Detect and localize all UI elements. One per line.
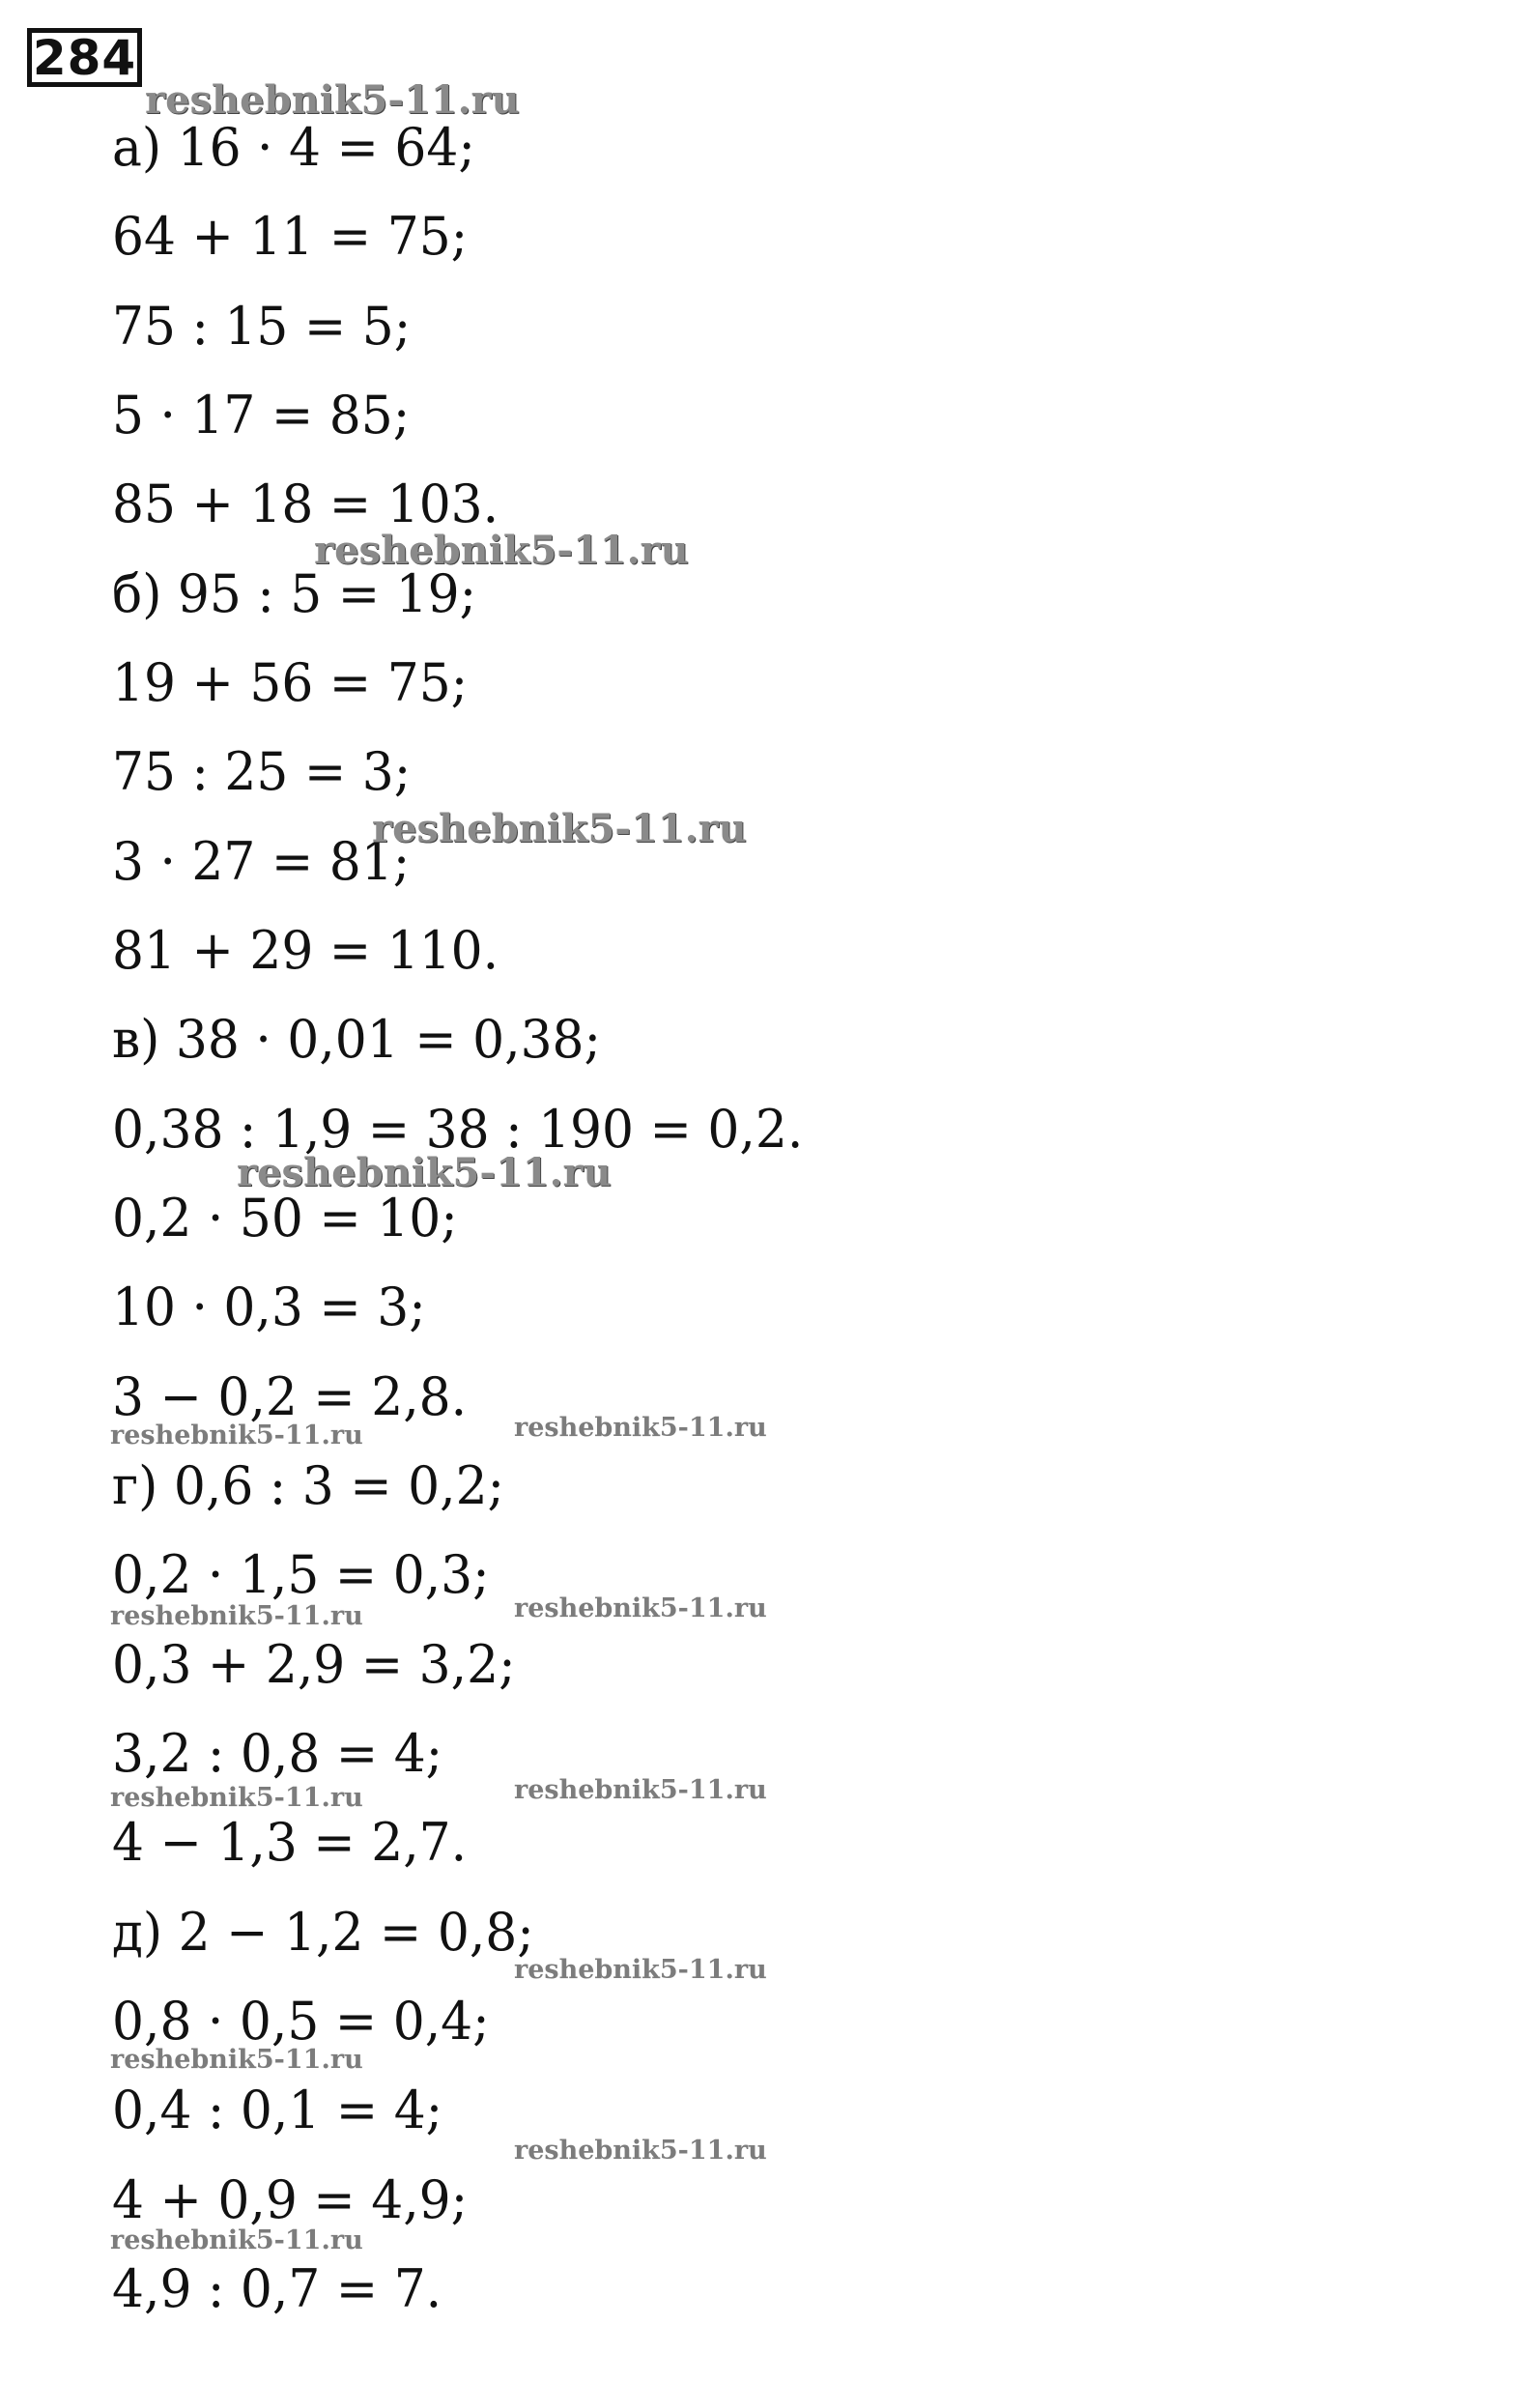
equation-line: 0,4 : 0,1 = 4; bbox=[112, 2080, 443, 2140]
equation-line: в) 38 · 0,01 = 0,38; bbox=[112, 1009, 602, 1070]
equation-line: а) 16 · 4 = 64; bbox=[112, 117, 475, 178]
watermark: reshebnik5-11.ru bbox=[110, 1421, 363, 1450]
equation-line: 19 + 56 = 75; bbox=[112, 652, 469, 713]
watermark: reshebnik5-11.ru bbox=[514, 1775, 767, 1805]
equation-line: 3,2 : 0,8 = 4; bbox=[112, 1723, 443, 1784]
watermark: reshebnik5-11.ru bbox=[514, 1955, 767, 1985]
watermark: reshebnik5-11.ru bbox=[514, 2136, 767, 2166]
equation-line: 0,2 · 1,5 = 0,3; bbox=[112, 1544, 490, 1605]
equation-line: 3 · 27 = 81; bbox=[112, 831, 411, 892]
equation-line: 4,9 : 0,7 = 7. bbox=[112, 2258, 442, 2319]
watermark: reshebnik5-11.ru bbox=[514, 1413, 767, 1443]
equation-line: д) 2 − 1,2 = 0,8; bbox=[112, 1902, 534, 1963]
equation-line: 10 · 0,3 = 3; bbox=[112, 1277, 426, 1337]
equation-line: б) 95 : 5 = 19; bbox=[112, 563, 477, 624]
equation-line: 3 − 0,2 = 2,8. bbox=[112, 1366, 468, 1427]
equation-line: 4 − 1,3 = 2,7. bbox=[112, 1812, 468, 1873]
equation-line: 0,38 : 1,9 = 38 : 190 = 0,2. bbox=[112, 1099, 804, 1160]
watermark: reshebnik5-11.ru bbox=[110, 2225, 363, 2255]
equation-line: г) 0,6 : 3 = 0,2; bbox=[112, 1455, 505, 1516]
problem-number: 284 bbox=[27, 28, 142, 87]
equation-line: 5 · 17 = 85; bbox=[112, 385, 411, 445]
equation-line: 64 + 11 = 75; bbox=[112, 206, 469, 267]
equation-line: 4 + 0,9 = 4,9; bbox=[112, 2169, 469, 2230]
equation-line: 0,8 · 0,5 = 0,4; bbox=[112, 1991, 490, 2052]
watermark: reshebnik5-11.ru bbox=[237, 1150, 612, 1195]
equation-line: 0,2 · 50 = 10; bbox=[112, 1188, 458, 1248]
watermark: reshebnik5-11.ru bbox=[145, 77, 520, 123]
watermark: reshebnik5-11.ru bbox=[514, 1593, 767, 1623]
equation-line: 81 + 29 = 110. bbox=[112, 920, 499, 981]
watermark: reshebnik5-11.ru bbox=[110, 1601, 363, 1631]
watermark: reshebnik5-11.ru bbox=[314, 528, 689, 573]
equation-line: 0,3 + 2,9 = 3,2; bbox=[112, 1634, 516, 1695]
equation-line: 75 : 15 = 5; bbox=[112, 296, 412, 357]
watermark: reshebnik5-11.ru bbox=[110, 1783, 363, 1813]
watermark: reshebnik5-11.ru bbox=[110, 2045, 363, 2075]
watermark: reshebnik5-11.ru bbox=[372, 806, 747, 851]
equation-line: 85 + 18 = 103. bbox=[112, 474, 499, 534]
equation-line: 75 : 25 = 3; bbox=[112, 741, 412, 802]
